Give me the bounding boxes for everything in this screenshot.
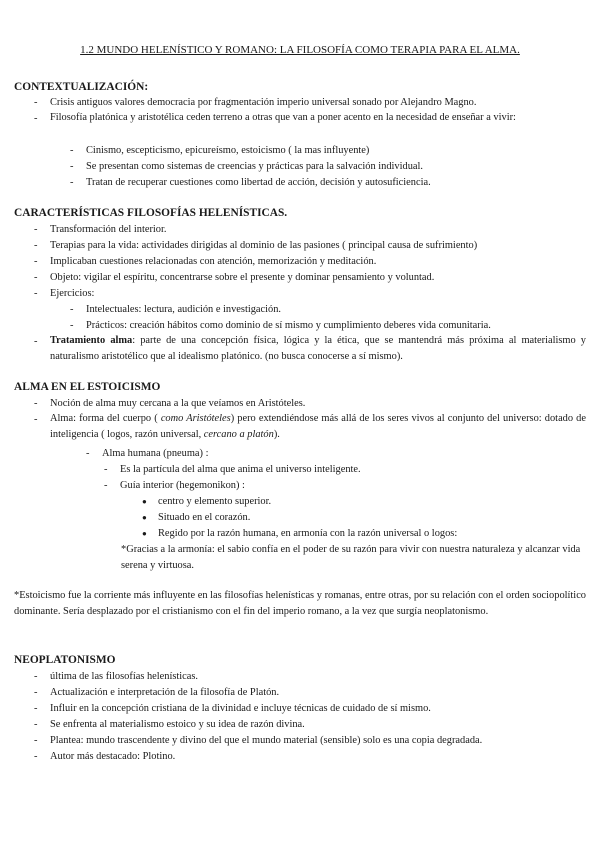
list-item: Prácticos: creación hábitos como dominio de sí mismo y cumplimiento deberes vida comunitaria.: [86, 320, 491, 331]
dash-bullet: -: [34, 288, 38, 299]
list-item: Plantea: mundo trascendente y divino del que el mundo material (sensible) solo es una copia degradada.: [50, 735, 483, 746]
list-item: Crisis antiguos valores democracia por fragmentación imperio universal sonado por Alejandro Magno.: [50, 97, 477, 108]
list-item: Se presentan como sistemas de creencias y prácticas para la salvación individual.: [86, 161, 423, 172]
list-item: Intelectuales: lectura, audición e investigación.: [86, 304, 282, 315]
dash-bullet: -: [34, 256, 38, 267]
dash-bullet: -: [86, 448, 90, 459]
list-item: Filosofía platónica y aristotélica ceden terreno a otras que van a poner acento en la necesidad de enseñar a vivir:: [50, 112, 516, 123]
list-item: Influir en la concepción cristiana de la divinidad e incluye técnicas de cuidado de sí mismo.: [50, 703, 431, 714]
list-item: Implicaban cuestiones relacionadas con atención, memorización y meditación.: [50, 256, 377, 267]
list-item: Se enfrenta al materialismo estoico y su idea de razón divina.: [50, 719, 305, 730]
dash-bullet: -: [34, 671, 38, 682]
list-item: Alma humana (pneuma) :: [102, 448, 209, 459]
list-item: Objeto: vigilar el espíritu, concentrarse sobre el presente y dominar pensamiento y voluntad.: [50, 272, 435, 283]
dash-bullet: -: [34, 272, 38, 283]
paragraph-estoicismo: *Estoicismo fue la corriente más influyente en las filosofías helenísticas y romanas, entre otras, por su relación con el orden sociopolítico dominante. Sería desplazado por el cristianismo con el fin del imperio romano, a la vez que surgía neoplatonismo.: [14, 590, 586, 617]
list-item: centro y elemento superior.: [158, 496, 272, 507]
list-item-tratamiento: [50, 333, 586, 364]
text-span: ).: [273, 428, 280, 440]
dash-bullet: -: [34, 687, 38, 698]
italic-span: como Aristóteles: [160, 413, 231, 424]
dash-bullet: -: [70, 320, 74, 331]
dash-bullet: -: [70, 177, 74, 188]
list-item: Noción de alma muy cercana a la que veíamos en Aristóteles.: [50, 398, 306, 409]
dash-bullet: -: [34, 113, 38, 124]
list-item: Terapias para la vida: actividades dirigidas al dominio de las pasiones ( principal causa de sufrimiento): [50, 240, 478, 251]
list-item: Transformación del interior.: [50, 224, 167, 235]
dot-bullet: ●: [142, 513, 147, 522]
dash-bullet: -: [34, 97, 38, 108]
list-item: Regido por la razón humana, en armonía con la razón universal o logos:: [158, 528, 458, 539]
dash-bullet: -: [34, 735, 38, 746]
dot-bullet: ●: [142, 497, 147, 506]
dash-bullet: -: [34, 751, 38, 762]
list-item: Actualización e interpretación de la filosofía de Platón.: [50, 687, 280, 698]
dash-bullet: -: [104, 464, 108, 475]
note-armonia: *Gracias a la armonía: el sabio confía en el poder de su razón para vivir con nuestra naturaleza y alcanzar vida serena y virtuosa.: [121, 544, 581, 571]
list-item: Guía interior (hegemonikon) :: [120, 480, 245, 491]
dash-bullet: -: [34, 224, 38, 235]
dash-bullet: -: [70, 304, 74, 315]
dot-bullet: ●: [142, 529, 147, 538]
list-item: Autor más destacado: Plotino.: [50, 751, 176, 762]
dash-bullet: -: [34, 336, 38, 347]
dash-bullet: -: [34, 414, 38, 425]
list-item: Es la partícula del alma que anima el universo inteligente.: [120, 464, 361, 475]
section-heading-contextualizacion: CONTEXTUALIZACIÓN:: [14, 81, 149, 93]
section-heading-caracteristicas: CARACTERÍSTICAS FILOSOFÍAS HELENÍSTICAS.: [14, 207, 288, 219]
list-item-alma-forma: [50, 411, 586, 442]
list-item: Cinismo, escepticismo, epicureísmo, estoicismo ( la mas influyente): [86, 145, 370, 156]
page-title: 1.2 MUNDO HELENÍSTICO Y ROMANO: LA FILOSOFÍA COMO TERAPIA PARA EL ALMA.: [80, 44, 520, 56]
dash-bullet: -: [34, 703, 38, 714]
list-item: Situado en el corazón.: [158, 512, 251, 523]
list-item: última de las filosofías helenísticas.: [50, 671, 199, 682]
list-item: Ejercicios:: [50, 288, 95, 299]
tratamiento-text: : parte de una concepción física, lógica y la ética, que se mantendrá más próxima al materialismo y naturalismo aristotélico que al idealismo platónico. (no busca conocerse a sí mismo).: [50, 335, 586, 362]
text-span: ) pero extendiéndose más allá de los seres vivos al conjunto del universo: dotado de inteligencia ( logos, razón universal,: [50, 413, 586, 440]
tratamiento-label: Tratamiento alma: [50, 335, 133, 346]
dash-bullet: -: [104, 480, 108, 491]
dash-bullet: -: [70, 161, 74, 172]
italic-span: cercano a platón: [203, 428, 274, 440]
dash-bullet: -: [34, 719, 38, 730]
text-span: Alma: forma del cuerpo (: [50, 413, 161, 424]
dash-bullet: -: [34, 398, 38, 409]
section-heading-alma: ALMA EN EL ESTOICISMO: [14, 381, 161, 393]
dash-bullet: -: [34, 240, 38, 251]
list-item: Tratan de recuperar cuestiones como libertad de acción, decisión y autosuficiencia.: [86, 177, 431, 188]
dash-bullet: -: [70, 145, 74, 156]
section-heading-neoplatonismo: NEOPLATONISMO: [14, 654, 116, 666]
